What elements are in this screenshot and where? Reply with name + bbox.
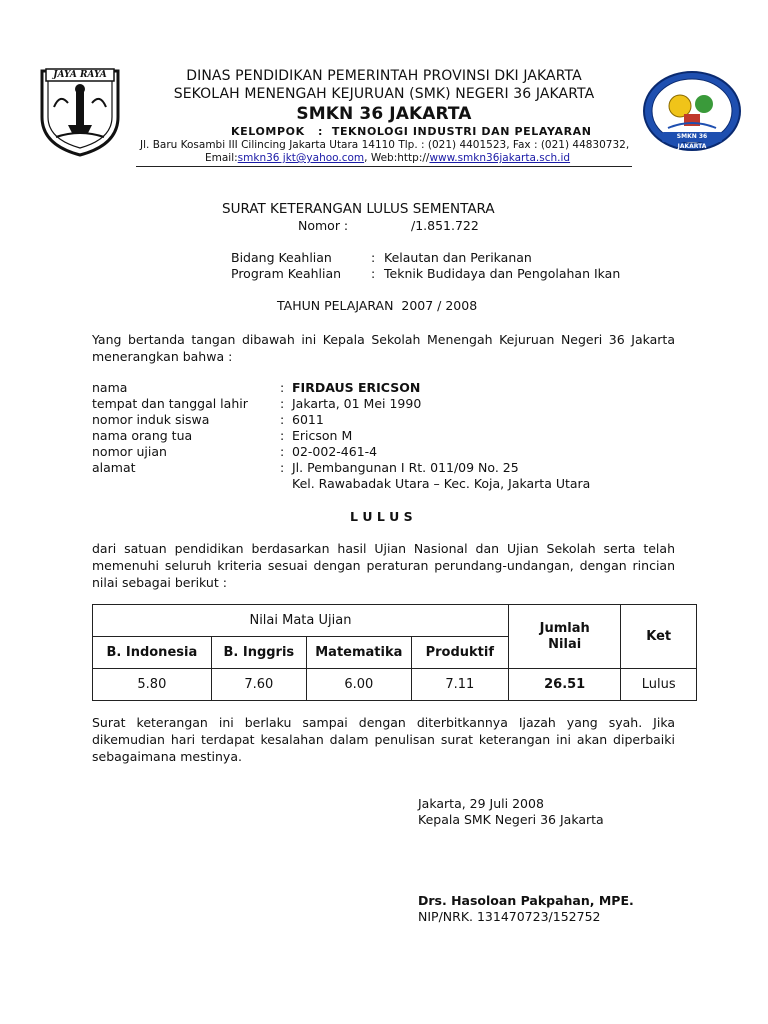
scores-group-header: Nilai Mata Ujian — [93, 605, 509, 637]
document-title: SURAT KETERANGAN LULUS SEMENTARA — [222, 201, 495, 217]
total-score: 26.51 — [508, 669, 621, 701]
nomor-value: /1.851.722 — [411, 218, 479, 233]
email-prefix: Email: — [205, 152, 238, 164]
student-label: nama — [92, 380, 128, 395]
student-value: FIRDAUS ERICSON — [292, 380, 421, 395]
signatory-name: Drs. Hasoloan Pakpahan, MPE. — [418, 893, 634, 908]
emblem-banner-text: JAYA RAYA — [53, 70, 107, 80]
bidang-label: Bidang Keahlian — [231, 250, 332, 265]
web-prefix: , Web:http:// — [364, 152, 430, 164]
school-logo-text: SMKN 36 JAKARTA — [676, 133, 708, 150]
website-link[interactable]: www.smkn36jakarta.sch.id — [429, 152, 571, 164]
email-link[interactable]: smkn36 jkt@yahoo.com — [237, 152, 365, 164]
total-header: Jumlah Nilai — [508, 605, 621, 669]
subject-header: Produktif — [411, 637, 508, 669]
student-row-name — [92, 380, 675, 397]
student-value: 02-002-461-4 — [292, 444, 378, 459]
validity-paragraph: Surat keterangan ini berlaku sampai dengan diterbitkannya Ijazah yang syah. Jika dikemudian hari terdapat kesalahan dalam penulisan surat keterangan ini akan diperbaiki sebagaimana mestinya. — [92, 715, 675, 764]
signature-place-date: Jakarta, 29 Juli 2008 — [418, 796, 544, 811]
student-label: tempat dan tanggal lahir — [92, 396, 248, 411]
score-cell: 6.00 — [306, 669, 411, 701]
grades-table — [92, 604, 697, 701]
student-label: nomor induk siswa — [92, 412, 210, 427]
student-row-parent — [92, 428, 675, 445]
colon: : — [280, 396, 285, 411]
school-full-name: SEKOLAH MENENGAH KEJURUAN (SMK) NEGERI 36 JAKARTA — [173, 86, 595, 102]
jakarta-emblem-logo — [38, 67, 122, 157]
school-contact — [205, 152, 570, 164]
subject-header: Matematika — [306, 637, 411, 669]
student-row-nis — [92, 412, 675, 429]
score-cell: 5.80 — [93, 669, 212, 701]
nomor-label: Nomor : — [298, 218, 349, 233]
letterhead-divider — [136, 166, 632, 167]
student-value: Jl. Pembangunan I Rt. 011/09 No. 25 — [292, 460, 519, 475]
remark-header: Ket — [621, 605, 697, 669]
intro-paragraph: Yang bertanda tangan dibawah ini Kepala Sekolah Menengah Kejuruan Negeri 36 Jakarta menerangkan bahwa : — [92, 332, 675, 364]
score-cell: 7.60 — [211, 669, 306, 701]
colon: : — [280, 412, 285, 427]
score-cell: 7.11 — [411, 669, 508, 701]
agency-name: DINAS PENDIDIKAN PEMERINTAH PROVINSI DKI JAKARTA — [186, 68, 582, 84]
signature-position: Kepala SMK Negeri 36 Jakarta — [418, 812, 604, 827]
academic-year: TAHUN PELAJARAN 2007 / 2008 — [277, 298, 478, 313]
address-line-2: Kel. Rawabadak Utara – Kec. Koja, Jakarta Utara — [292, 476, 591, 491]
subject-header: B. Indonesia — [93, 637, 212, 669]
program-label: Program Keahlian — [231, 266, 342, 281]
colon: : — [280, 428, 285, 443]
bidang-colon: : — [371, 250, 376, 265]
school-address: Jl. Baru Kosambi III Cilincing Jakarta Utara 14110 Tlp. : (021) 4401523, Fax : (021) 44830732, — [140, 139, 630, 151]
program-value: Teknik Budidaya dan Pengolahan Ikan — [384, 266, 621, 281]
assessment-paragraph: dari satuan pendidikan berdasarkan hasil Ujian Nasional dan Ujian Sekolah serta telah memenuhi seluruh kriteria sesuai dengan peraturan perundang-undangan, dengan rincian nilai sebagai berikut : — [92, 541, 675, 590]
colon: : — [280, 380, 285, 395]
student-label: nama orang tua — [92, 428, 193, 443]
signatory-nip: NIP/NRK. 131470723/152752 — [418, 909, 601, 924]
student-value: 6011 — [292, 412, 324, 427]
student-label: alamat — [92, 460, 136, 475]
student-row-exam-number — [92, 444, 675, 461]
bidang-value: Kelautan dan Perikanan — [384, 250, 532, 265]
remark-cell: Lulus — [621, 669, 697, 701]
student-row-address — [92, 460, 675, 477]
school-logo — [642, 70, 742, 152]
scores-row — [93, 669, 697, 701]
program-colon: : — [371, 266, 376, 281]
graduation-status: L U L U S — [350, 509, 413, 524]
student-value: Jakarta, 01 Mei 1990 — [292, 396, 422, 411]
student-row-birth — [92, 396, 675, 413]
colon: : — [280, 460, 285, 475]
colon: : — [280, 444, 285, 459]
student-label: nomor ujian — [92, 444, 167, 459]
student-value: Ericson M — [292, 428, 353, 443]
school-short-name: SMKN 36 JAKARTA — [296, 104, 472, 124]
subject-header: B. Inggris — [211, 637, 306, 669]
school-group: KELOMPOK : TEKNOLOGI INDUSTRI DAN PELAYARAN — [231, 125, 592, 138]
